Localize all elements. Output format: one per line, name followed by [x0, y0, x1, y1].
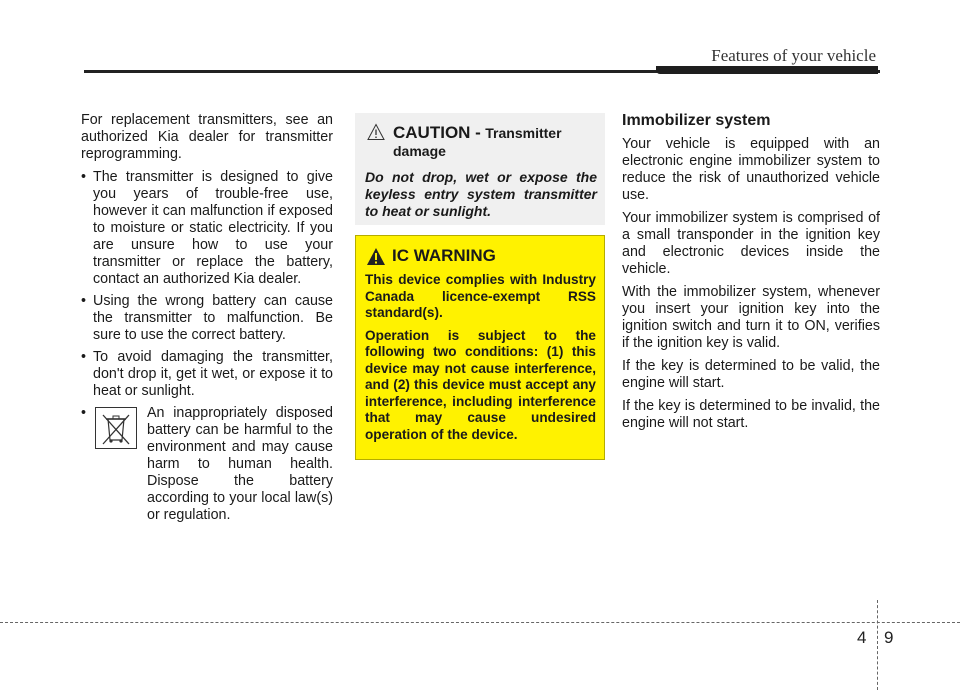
- list-item: • Using the wrong battery can cause the transmitter to malfunction. Be sure to use the correct battery.: [81, 293, 333, 344]
- caution-triangle-icon: [367, 123, 385, 141]
- chapter-number: 4: [857, 628, 867, 647]
- immobilizer-paragraph: Your immobilizer system is comprised of a small transponder in the ignition key and electronic devices inside the vehicle.: [622, 210, 880, 277]
- page-number: 9: [884, 628, 894, 647]
- list-item-battery: [81, 405, 333, 524]
- caution-box: [355, 113, 605, 225]
- immobilizer-heading: Immobilizer system: [622, 112, 771, 129]
- right-column: [622, 112, 880, 438]
- caution-text: Do not drop, wet or expose the keyless entry system transmitter to heat or sunlight.: [365, 169, 597, 219]
- immobilizer-paragraph: If the key is determined to be invalid, the engine will not start.: [622, 398, 880, 431]
- warning-triangle-icon: [366, 247, 386, 266]
- battery-disposal-text: • An inappropriately disposed battery can be harmful to the environment and may cause harm to human health. Dispose the battery according to your local law(s) or regulation.: [147, 405, 333, 523]
- immobilizer-paragraph: With the immobilizer system, whenever you insert your ignition key into the ignition switch and turn it to ON, verifies if the ignition key is valid.: [622, 284, 880, 351]
- bullet-list: [81, 169, 333, 524]
- footer-rule: [0, 622, 960, 623]
- warning-title: IC WARNING: [392, 246, 496, 265]
- footer-divider: [877, 600, 878, 690]
- warning-box: [355, 235, 605, 460]
- list-item: • To avoid damaging the transmitter, don't drop it, get it wet, or expose it to heat or sunlight.: [81, 349, 333, 400]
- left-column: [81, 112, 333, 529]
- caution-label: CAUTION -: [393, 123, 481, 142]
- immobilizer-paragraph: Your vehicle is equipped with an electronic engine immobilizer system to reduce the risk of unauthorized vehicle use.: [622, 136, 880, 203]
- header-tab: [656, 66, 878, 74]
- caution-subject: Transmitter damage: [393, 125, 562, 159]
- crossed-bin-icon: [95, 407, 137, 449]
- immobilizer-paragraph: If the key is determined to be valid, the engine will start.: [622, 358, 880, 391]
- section-title: Features of your vehicle: [711, 46, 876, 65]
- warning-paragraph-2: Operation is subject to the following two conditions: (1) this device may not cause interference, and (2) this device must accept any interference, including interference that may cause undesired operation of the device.: [365, 327, 596, 442]
- list-item: • The transmitter is designed to give you years of trouble-free use, however it can malfunction if exposed to moisture or static electricity. If you are unsure how to use your transmitter or replace the battery, contact an authorized Kia dealer.: [81, 169, 333, 288]
- warning-paragraph-1: This device complies with Industry Canada licence-exempt RSS standard(s).: [365, 272, 596, 320]
- intro-paragraph: For replacement transmitters, see an authorized Kia dealer for transmitter reprogramming.: [81, 112, 333, 162]
